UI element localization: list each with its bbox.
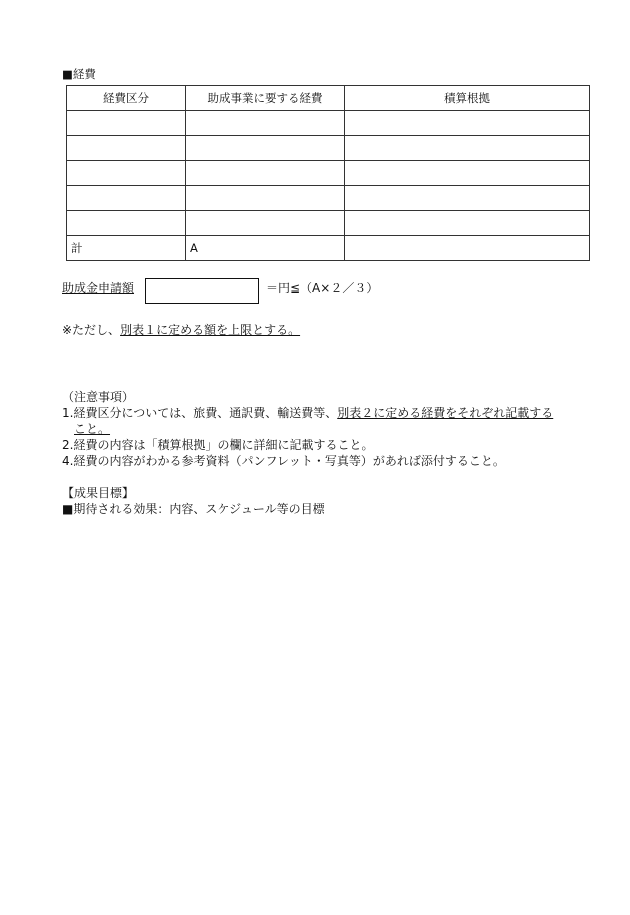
application-amount-label: 助成金申請額 xyxy=(62,281,135,295)
note-item-4: 4.経費の内容がわかる参考資料（パンフレット・写真等）があれば添付すること。 xyxy=(62,454,505,468)
table-row xyxy=(67,111,590,136)
cell-category[interactable] xyxy=(67,186,186,211)
cell-basis[interactable] xyxy=(345,186,590,211)
table-total-row xyxy=(67,236,590,261)
cell-expense[interactable] xyxy=(186,111,345,136)
note-item-1-continuation-text: こと。 xyxy=(74,422,111,436)
notes-heading: （注意事項） xyxy=(62,390,135,404)
cell-total-basis[interactable] xyxy=(345,236,590,261)
table-row xyxy=(67,186,590,211)
limit-note-underlined: 別表１に定める額を上限とする。 xyxy=(120,323,301,337)
table-row xyxy=(67,211,590,236)
goals-heading: 【成果目標】 xyxy=(62,486,135,500)
expense-table xyxy=(66,85,590,261)
table-header-row xyxy=(67,86,590,111)
limit-note xyxy=(62,321,300,338)
note-item-1-prefix: 1.経費区分については、旅費、通訳費、輸送費等、 xyxy=(62,406,338,420)
table-row xyxy=(67,136,590,161)
cell-expense[interactable] xyxy=(186,136,345,161)
cell-expense[interactable] xyxy=(186,211,345,236)
table-row xyxy=(67,161,590,186)
application-amount-field[interactable] xyxy=(145,278,259,304)
cell-basis[interactable] xyxy=(345,111,590,136)
cell-basis[interactable] xyxy=(345,161,590,186)
section-title-expenses: ■経費 xyxy=(62,67,96,81)
cell-category[interactable] xyxy=(67,211,186,236)
cell-total-amount[interactable]: A xyxy=(186,236,345,261)
header-required-expense: 助成事業に要する経費 xyxy=(186,86,345,111)
goals-section xyxy=(62,485,325,517)
cell-category[interactable] xyxy=(67,161,186,186)
goals-item: ■期待される効果：内容、スケジュール等の目標 xyxy=(62,502,325,516)
note-item-1 xyxy=(62,405,592,421)
header-calculation-basis: 積算根拠 xyxy=(345,86,590,111)
cell-total-label: 計 xyxy=(67,236,186,261)
cell-expense[interactable] xyxy=(186,161,345,186)
note-item-1-continuation xyxy=(62,421,592,437)
notes-section xyxy=(62,389,592,469)
cell-category[interactable] xyxy=(67,111,186,136)
cell-basis[interactable] xyxy=(345,211,590,236)
note-item-2: 2.経費の内容は「積算根拠」の欄に詳細に記載すること。 xyxy=(62,438,374,452)
application-formula: ＝円≦（A×２／３） xyxy=(266,281,379,295)
limit-note-prefix: ※ただし、 xyxy=(62,323,121,337)
cell-basis[interactable] xyxy=(345,136,590,161)
cell-category[interactable] xyxy=(67,136,186,161)
cell-expense[interactable] xyxy=(186,186,345,211)
note-item-1-underlined: 別表２に定める経費をそれぞれ記載する xyxy=(337,406,554,420)
header-expense-category: 経費区分 xyxy=(67,86,186,111)
